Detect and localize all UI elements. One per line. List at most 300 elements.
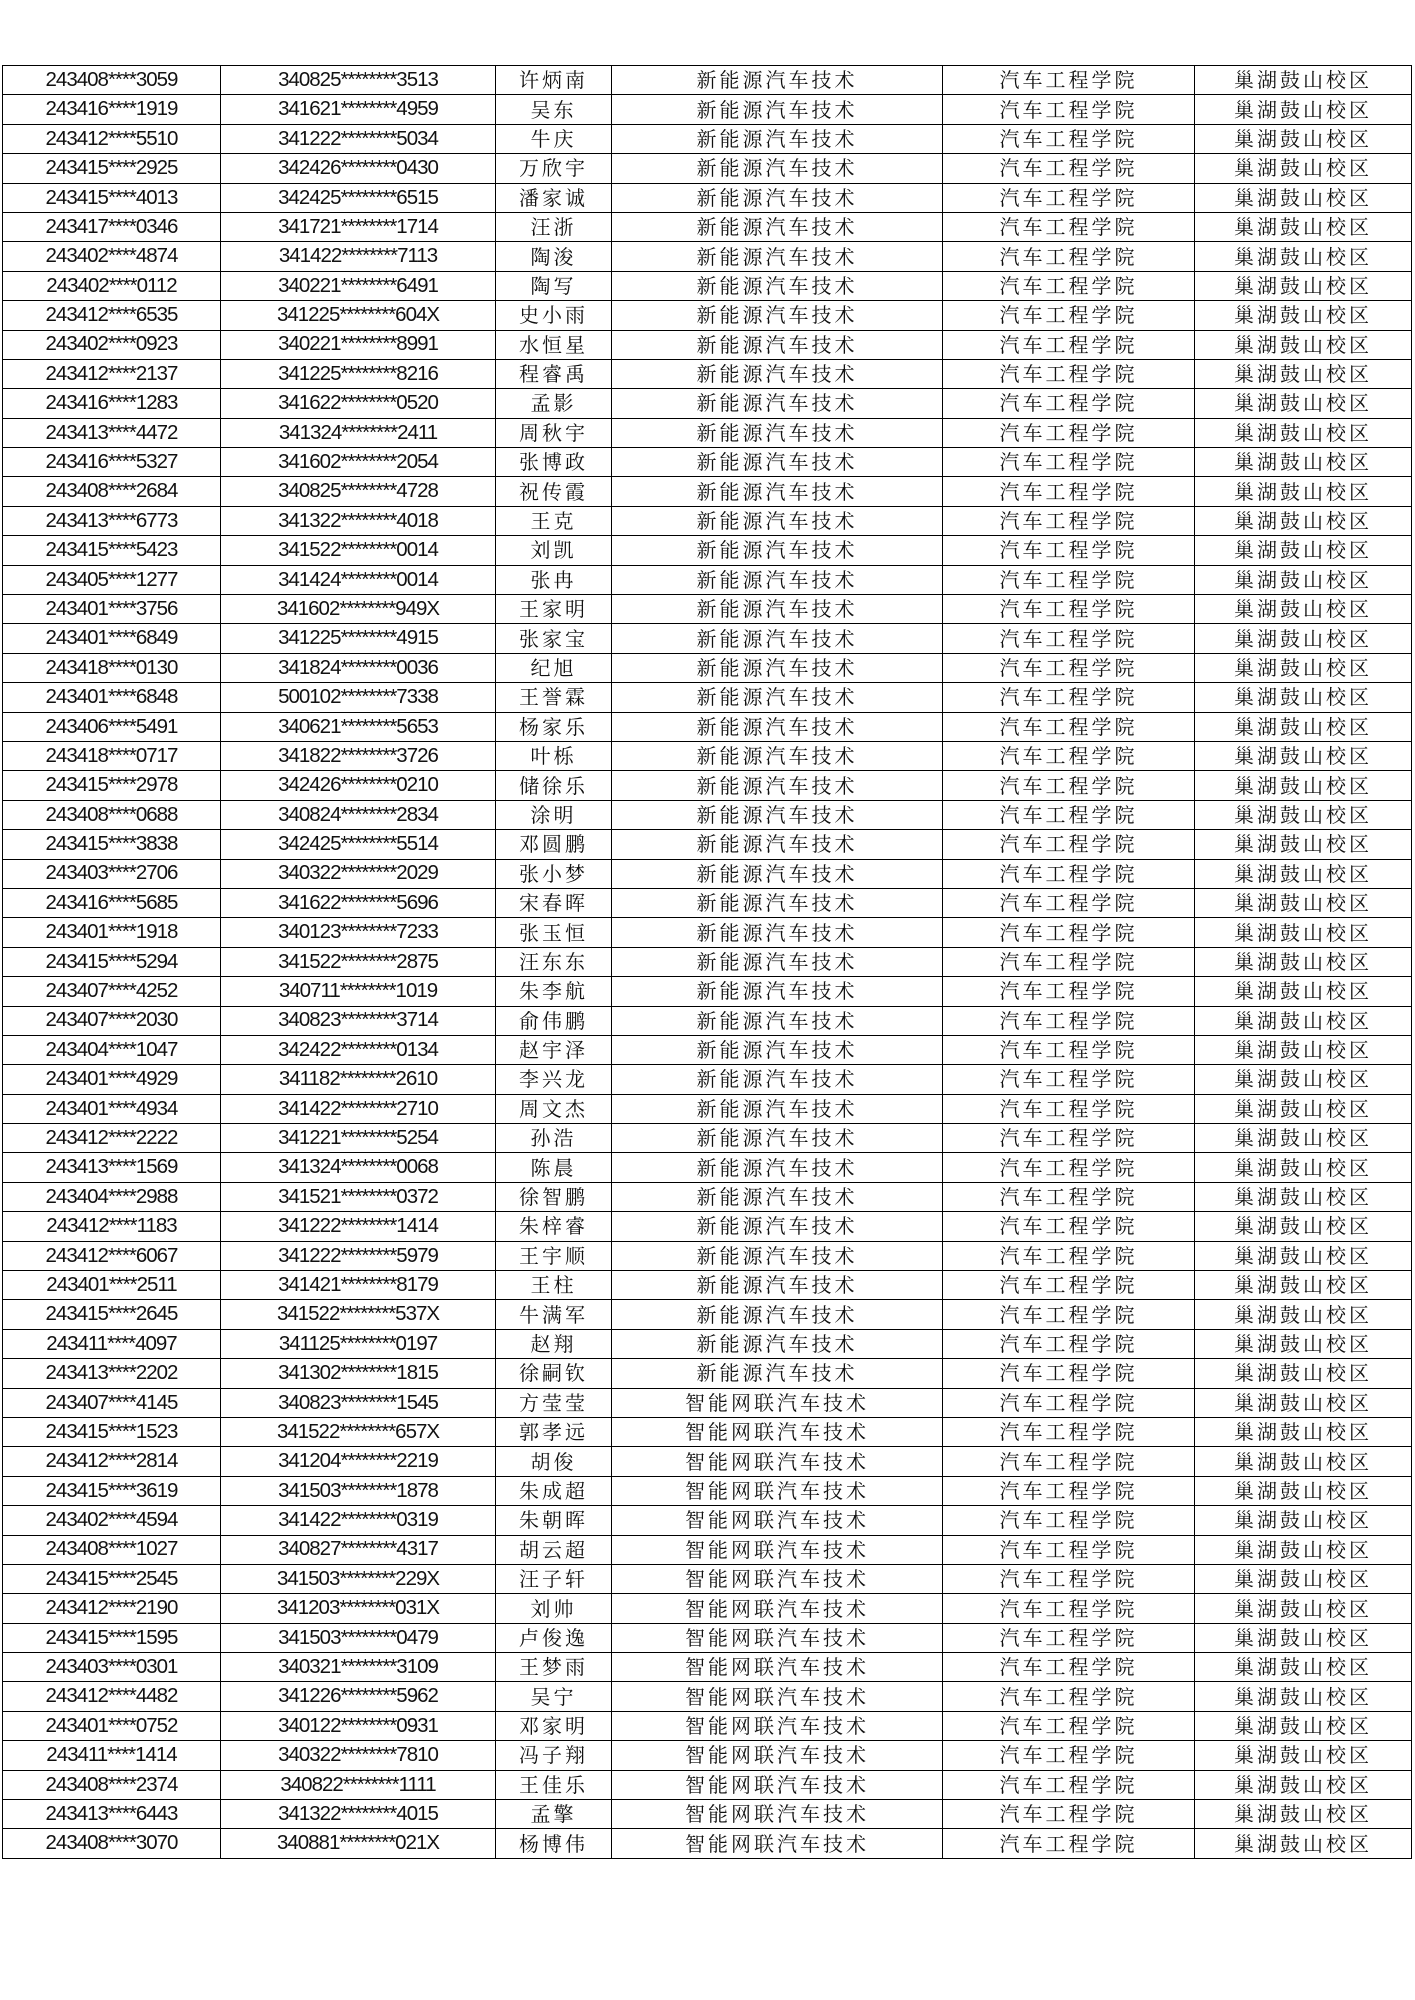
student-name-cell: 潘家诚 [496,183,612,212]
college-cell: 汽车工程学院 [943,1271,1195,1300]
college-cell: 汽车工程学院 [943,1065,1195,1094]
student-id-cell: 243412****2814 [3,1447,221,1476]
student-name-cell: 王誉霖 [496,683,612,712]
id-card-cell: 340122********0931 [221,1711,496,1740]
major-cell: 新能源汽车技术 [612,154,943,183]
major-cell: 新能源汽车技术 [612,448,943,477]
student-name-cell: 王佳乐 [496,1770,612,1799]
college-cell: 汽车工程学院 [943,1153,1195,1182]
student-name-cell: 邓家明 [496,1711,612,1740]
major-cell: 新能源汽车技术 [612,95,943,124]
campus-cell: 巢湖鼓山校区 [1195,1653,1412,1682]
student-name-cell: 方莹莹 [496,1388,612,1417]
college-cell: 汽车工程学院 [943,771,1195,800]
student-name-cell: 杨家乐 [496,712,612,741]
table-row [3,1741,1412,1770]
student-id-cell: 243416****1283 [3,389,221,418]
student-id-cell: 243402****4594 [3,1506,221,1535]
student-name-cell: 周文杰 [496,1094,612,1123]
student-name-cell: 王梦雨 [496,1653,612,1682]
table-row [3,741,1412,770]
table-row [3,1476,1412,1505]
student-id-cell: 243407****4145 [3,1388,221,1417]
id-card-cell: 341622********0520 [221,389,496,418]
table-row [3,1829,1412,1858]
id-card-cell: 341222********5034 [221,124,496,153]
student-name-cell: 宋春晖 [496,888,612,917]
student-name-cell: 卢俊逸 [496,1623,612,1652]
table-row [3,1682,1412,1711]
student-name-cell: 祝传霞 [496,477,612,506]
college-cell: 汽车工程学院 [943,536,1195,565]
major-cell: 新能源汽车技术 [612,624,943,653]
campus-cell: 巢湖鼓山校区 [1195,1506,1412,1535]
id-card-cell: 340322********7810 [221,1741,496,1770]
student-id-cell: 243401****6848 [3,683,221,712]
student-id-cell: 243402****4874 [3,242,221,271]
college-cell: 汽车工程学院 [943,918,1195,947]
college-cell: 汽车工程学院 [943,624,1195,653]
table-row [3,1094,1412,1123]
table-row [3,1800,1412,1829]
major-cell: 新能源汽车技术 [612,418,943,447]
table-row [3,1770,1412,1799]
student-name-cell: 朱梓睿 [496,1212,612,1241]
student-name-cell: 张玉恒 [496,918,612,947]
student-id-cell: 243415****3838 [3,830,221,859]
college-cell: 汽车工程学院 [943,1594,1195,1623]
table-row [3,271,1412,300]
student-name-cell: 朱李航 [496,977,612,1006]
student-name-cell: 俞伟鹏 [496,1006,612,1035]
table-row [3,448,1412,477]
campus-cell: 巢湖鼓山校区 [1195,624,1412,653]
college-cell: 汽车工程学院 [943,712,1195,741]
student-name-cell: 朱朝晖 [496,1506,612,1535]
campus-cell: 巢湖鼓山校区 [1195,800,1412,829]
id-card-cell: 340823********1545 [221,1388,496,1417]
table-row [3,947,1412,976]
id-card-cell: 340827********4317 [221,1535,496,1564]
campus-cell: 巢湖鼓山校区 [1195,183,1412,212]
student-name-cell: 邓圆鹏 [496,830,612,859]
student-name-cell: 胡云超 [496,1535,612,1564]
major-cell: 新能源汽车技术 [612,1065,943,1094]
campus-cell: 巢湖鼓山校区 [1195,418,1412,447]
id-card-cell: 341222********5979 [221,1241,496,1270]
student-id-cell: 243404****1047 [3,1035,221,1064]
id-card-cell: 341204********2219 [221,1447,496,1476]
major-cell: 智能网联汽车技术 [612,1535,943,1564]
major-cell: 新能源汽车技术 [612,830,943,859]
student-name-cell: 郭孝远 [496,1417,612,1446]
college-cell: 汽车工程学院 [943,212,1195,241]
college-cell: 汽车工程学院 [943,830,1195,859]
major-cell: 新能源汽车技术 [612,330,943,359]
id-card-cell: 341421********8179 [221,1271,496,1300]
major-cell: 新能源汽车技术 [612,271,943,300]
major-cell: 新能源汽车技术 [612,1271,943,1300]
table-row [3,66,1412,95]
id-card-cell: 341302********1815 [221,1359,496,1388]
student-id-cell: 243415****2978 [3,771,221,800]
table-row [3,183,1412,212]
college-cell: 汽车工程学院 [943,947,1195,976]
college-cell: 汽车工程学院 [943,154,1195,183]
campus-cell: 巢湖鼓山校区 [1195,330,1412,359]
table-row [3,1300,1412,1329]
major-cell: 新能源汽车技术 [612,683,943,712]
table-row [3,1182,1412,1211]
college-cell: 汽车工程学院 [943,1124,1195,1153]
campus-cell: 巢湖鼓山校区 [1195,1829,1412,1858]
table-row [3,506,1412,535]
student-id-cell: 243415****3619 [3,1476,221,1505]
student-name-cell: 王宇顺 [496,1241,612,1270]
id-card-cell: 341602********949X [221,595,496,624]
student-name-cell: 水恒星 [496,330,612,359]
campus-cell: 巢湖鼓山校区 [1195,124,1412,153]
table-row [3,1035,1412,1064]
student-id-cell: 243401****2511 [3,1271,221,1300]
student-name-cell: 孙浩 [496,1124,612,1153]
student-id-cell: 243412****2222 [3,1124,221,1153]
table-row [3,359,1412,388]
id-card-cell: 340221********6491 [221,271,496,300]
student-name-cell: 王家明 [496,595,612,624]
student-id-cell: 243413****6443 [3,1800,221,1829]
major-cell: 新能源汽车技术 [612,918,943,947]
table-row [3,536,1412,565]
table-row [3,212,1412,241]
campus-cell: 巢湖鼓山校区 [1195,212,1412,241]
campus-cell: 巢湖鼓山校区 [1195,536,1412,565]
table-row [3,1594,1412,1623]
id-card-cell: 341522********2875 [221,947,496,976]
major-cell: 新能源汽车技术 [612,1182,943,1211]
id-card-cell: 341424********0014 [221,565,496,594]
table-row [3,771,1412,800]
table-row [3,1417,1412,1446]
student-id-cell: 243402****0112 [3,271,221,300]
table-row [3,1623,1412,1652]
campus-cell: 巢湖鼓山校区 [1195,565,1412,594]
campus-cell: 巢湖鼓山校区 [1195,918,1412,947]
major-cell: 新能源汽车技术 [612,800,943,829]
major-cell: 新能源汽车技术 [612,977,943,1006]
student-id-cell: 243412****2137 [3,359,221,388]
student-id-cell: 243412****5510 [3,124,221,153]
college-cell: 汽车工程学院 [943,1035,1195,1064]
campus-cell: 巢湖鼓山校区 [1195,1800,1412,1829]
student-id-cell: 243415****1595 [3,1623,221,1652]
student-id-cell: 243412****6535 [3,301,221,330]
major-cell: 新能源汽车技术 [612,712,943,741]
id-card-cell: 341602********2054 [221,448,496,477]
student-id-cell: 243404****2988 [3,1182,221,1211]
major-cell: 新能源汽车技术 [612,359,943,388]
student-name-cell: 张小梦 [496,859,612,888]
student-id-cell: 243412****2190 [3,1594,221,1623]
student-id-cell: 243408****3059 [3,66,221,95]
major-cell: 智能网联汽车技术 [612,1476,943,1505]
campus-cell: 巢湖鼓山校区 [1195,95,1412,124]
major-cell: 新能源汽车技术 [612,1035,943,1064]
college-cell: 汽车工程学院 [943,1564,1195,1593]
id-card-cell: 340621********5653 [221,712,496,741]
campus-cell: 巢湖鼓山校区 [1195,66,1412,95]
college-cell: 汽车工程学院 [943,183,1195,212]
id-card-cell: 341221********5254 [221,1124,496,1153]
campus-cell: 巢湖鼓山校区 [1195,1564,1412,1593]
table-row [3,565,1412,594]
student-name-cell: 许炳南 [496,66,612,95]
table-row [3,712,1412,741]
major-cell: 智能网联汽车技术 [612,1711,943,1740]
college-cell: 汽车工程学院 [943,477,1195,506]
id-card-cell: 340824********2834 [221,800,496,829]
college-cell: 汽车工程学院 [943,271,1195,300]
student-name-cell: 汪浙 [496,212,612,241]
major-cell: 新能源汽车技术 [612,1006,943,1035]
student-id-cell: 243401****4934 [3,1094,221,1123]
id-card-cell: 340321********3109 [221,1653,496,1682]
college-cell: 汽车工程学院 [943,741,1195,770]
college-cell: 汽车工程学院 [943,1006,1195,1035]
campus-cell: 巢湖鼓山校区 [1195,359,1412,388]
student-id-cell: 243401****1918 [3,918,221,947]
id-card-cell: 340881********021X [221,1829,496,1858]
college-cell: 汽车工程学院 [943,506,1195,535]
student-name-cell: 汪子轩 [496,1564,612,1593]
id-card-cell: 341503********1878 [221,1476,496,1505]
major-cell: 新能源汽车技术 [612,565,943,594]
student-id-cell: 243413****6773 [3,506,221,535]
college-cell: 汽车工程学院 [943,977,1195,1006]
table-row [3,242,1412,271]
id-card-cell: 341824********0036 [221,653,496,682]
student-id-cell: 243412****4482 [3,1682,221,1711]
id-card-cell: 341203********031X [221,1594,496,1623]
student-id-cell: 243411****4097 [3,1329,221,1358]
college-cell: 汽车工程学院 [943,1094,1195,1123]
college-cell: 汽车工程学院 [943,1770,1195,1799]
college-cell: 汽车工程学院 [943,389,1195,418]
id-card-cell: 341324********0068 [221,1153,496,1182]
student-id-cell: 243415****5423 [3,536,221,565]
college-cell: 汽车工程学院 [943,95,1195,124]
id-card-cell: 341622********5696 [221,888,496,917]
college-cell: 汽车工程学院 [943,1447,1195,1476]
student-name-cell: 孟擎 [496,1800,612,1829]
campus-cell: 巢湖鼓山校区 [1195,1271,1412,1300]
id-card-cell: 340825********3513 [221,66,496,95]
student-name-cell: 纪旭 [496,653,612,682]
campus-cell: 巢湖鼓山校区 [1195,683,1412,712]
table-row [3,1535,1412,1564]
student-id-cell: 243401****6849 [3,624,221,653]
id-card-cell: 341422********0319 [221,1506,496,1535]
student-id-cell: 243418****0717 [3,741,221,770]
college-cell: 汽车工程学院 [943,1653,1195,1682]
table-row [3,977,1412,1006]
id-card-cell: 342425********5514 [221,830,496,859]
college-cell: 汽车工程学院 [943,124,1195,153]
student-name-cell: 吴东 [496,95,612,124]
student-id-cell: 243408****2374 [3,1770,221,1799]
student-name-cell: 牛庆 [496,124,612,153]
student-name-cell: 张家宝 [496,624,612,653]
student-name-cell: 陶写 [496,271,612,300]
college-cell: 汽车工程学院 [943,242,1195,271]
campus-cell: 巢湖鼓山校区 [1195,1065,1412,1094]
major-cell: 新能源汽车技术 [612,1153,943,1182]
college-cell: 汽车工程学院 [943,448,1195,477]
student-id-cell: 243415****2925 [3,154,221,183]
table-row [3,1388,1412,1417]
student-name-cell: 储徐乐 [496,771,612,800]
college-cell: 汽车工程学院 [943,1506,1195,1535]
major-cell: 新能源汽车技术 [612,66,943,95]
college-cell: 汽车工程学院 [943,653,1195,682]
student-name-cell: 万欣宇 [496,154,612,183]
campus-cell: 巢湖鼓山校区 [1195,1594,1412,1623]
campus-cell: 巢湖鼓山校区 [1195,271,1412,300]
major-cell: 智能网联汽车技术 [612,1388,943,1417]
table-row [3,859,1412,888]
id-card-cell: 341521********0372 [221,1182,496,1211]
college-cell: 汽车工程学院 [943,565,1195,594]
student-name-cell: 朱成超 [496,1476,612,1505]
student-id-cell: 243415****5294 [3,947,221,976]
student-id-cell: 243413****1569 [3,1153,221,1182]
major-cell: 新能源汽车技术 [612,301,943,330]
major-cell: 新能源汽车技术 [612,1241,943,1270]
id-card-cell: 341225********604X [221,301,496,330]
student-name-cell: 孟影 [496,389,612,418]
id-card-cell: 341226********5962 [221,1682,496,1711]
campus-cell: 巢湖鼓山校区 [1195,1241,1412,1270]
student-id-cell: 243408****2684 [3,477,221,506]
student-name-cell: 张冉 [496,565,612,594]
table-row [3,918,1412,947]
student-name-cell: 王柱 [496,1271,612,1300]
roster-body [3,66,1412,1859]
table-row [3,800,1412,829]
campus-cell: 巢湖鼓山校区 [1195,1124,1412,1153]
major-cell: 智能网联汽车技术 [612,1594,943,1623]
major-cell: 新能源汽车技术 [612,947,943,976]
student-id-cell: 243413****4472 [3,418,221,447]
id-card-cell: 340823********3714 [221,1006,496,1035]
major-cell: 新能源汽车技术 [612,242,943,271]
student-name-cell: 陈晨 [496,1153,612,1182]
table-row [3,595,1412,624]
id-card-cell: 341721********1714 [221,212,496,241]
college-cell: 汽车工程学院 [943,1623,1195,1652]
student-id-cell: 243408****3070 [3,1829,221,1858]
major-cell: 新能源汽车技术 [612,124,943,153]
student-id-cell: 243413****2202 [3,1359,221,1388]
student-name-cell: 史小雨 [496,301,612,330]
table-row [3,1153,1412,1182]
table-row [3,1006,1412,1035]
major-cell: 新能源汽车技术 [612,536,943,565]
major-cell: 新能源汽车技术 [612,1359,943,1388]
table-row [3,1359,1412,1388]
college-cell: 汽车工程学院 [943,1741,1195,1770]
id-card-cell: 341222********1414 [221,1212,496,1241]
table-row [3,418,1412,447]
major-cell: 新能源汽车技术 [612,477,943,506]
id-card-cell: 341225********4915 [221,624,496,653]
student-name-cell: 陶浚 [496,242,612,271]
table-row [3,1124,1412,1153]
id-card-cell: 342426********0430 [221,154,496,183]
student-name-cell: 程睿禹 [496,359,612,388]
table-row [3,1241,1412,1270]
major-cell: 新能源汽车技术 [612,1300,943,1329]
campus-cell: 巢湖鼓山校区 [1195,242,1412,271]
student-name-cell: 刘帅 [496,1594,612,1623]
college-cell: 汽车工程学院 [943,1212,1195,1241]
college-cell: 汽车工程学院 [943,1829,1195,1858]
campus-cell: 巢湖鼓山校区 [1195,595,1412,624]
student-id-cell: 243405****1277 [3,565,221,594]
campus-cell: 巢湖鼓山校区 [1195,1682,1412,1711]
major-cell: 智能网联汽车技术 [612,1829,943,1858]
college-cell: 汽车工程学院 [943,1682,1195,1711]
campus-cell: 巢湖鼓山校区 [1195,1623,1412,1652]
major-cell: 新能源汽车技术 [612,1329,943,1358]
campus-cell: 巢湖鼓山校区 [1195,1535,1412,1564]
student-name-cell: 赵宇泽 [496,1035,612,1064]
campus-cell: 巢湖鼓山校区 [1195,771,1412,800]
college-cell: 汽车工程学院 [943,1476,1195,1505]
college-cell: 汽车工程学院 [943,301,1195,330]
college-cell: 汽车工程学院 [943,1241,1195,1270]
id-card-cell: 341503********229X [221,1564,496,1593]
college-cell: 汽车工程学院 [943,359,1195,388]
table-row [3,124,1412,153]
college-cell: 汽车工程学院 [943,1329,1195,1358]
student-id-cell: 243402****0923 [3,330,221,359]
id-card-cell: 341422********7113 [221,242,496,271]
college-cell: 汽车工程学院 [943,1417,1195,1446]
college-cell: 汽车工程学院 [943,683,1195,712]
student-roster-table [2,65,1412,1859]
campus-cell: 巢湖鼓山校区 [1195,1741,1412,1770]
student-name-cell: 吴宁 [496,1682,612,1711]
table-row [3,1271,1412,1300]
college-cell: 汽车工程学院 [943,888,1195,917]
id-card-cell: 341125********0197 [221,1329,496,1358]
campus-cell: 巢湖鼓山校区 [1195,1417,1412,1446]
table-row [3,1065,1412,1094]
college-cell: 汽车工程学院 [943,800,1195,829]
major-cell: 新能源汽车技术 [612,771,943,800]
table-row [3,477,1412,506]
major-cell: 智能网联汽车技术 [612,1653,943,1682]
campus-cell: 巢湖鼓山校区 [1195,947,1412,976]
id-card-cell: 342426********0210 [221,771,496,800]
college-cell: 汽车工程学院 [943,1182,1195,1211]
college-cell: 汽车工程学院 [943,1800,1195,1829]
student-id-cell: 243401****4929 [3,1065,221,1094]
campus-cell: 巢湖鼓山校区 [1195,741,1412,770]
id-card-cell: 341522********537X [221,1300,496,1329]
campus-cell: 巢湖鼓山校区 [1195,1153,1412,1182]
